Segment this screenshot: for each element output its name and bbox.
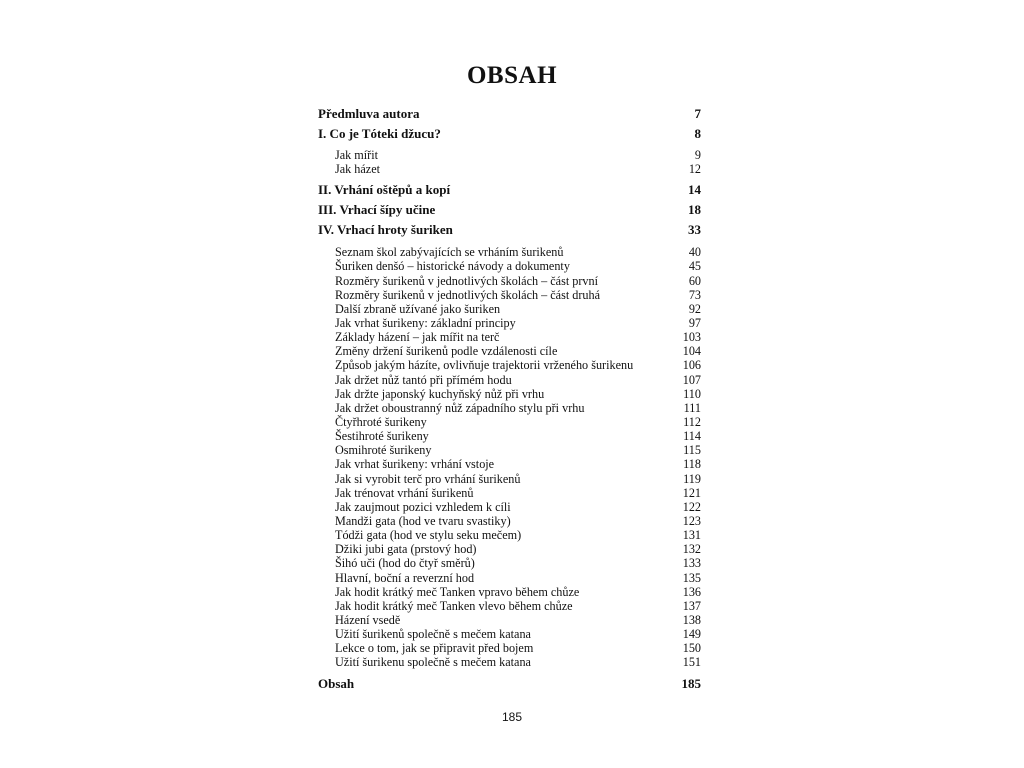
toc-entry <box>318 373 701 387</box>
toc-chapter-preface <box>318 106 701 122</box>
entry-label: Jak držet oboustranný nůž západního stylu při vrhu <box>335 400 585 415</box>
entry-label: Další zbraně užívané jako šuriken <box>335 301 501 316</box>
toc-entry <box>318 245 701 259</box>
toc-entry <box>318 443 701 457</box>
toc-entry <box>318 457 701 471</box>
entry-label: Šuriken denšó – historické návody a dokumenty <box>335 259 570 274</box>
entry-page: 97 <box>688 315 701 330</box>
toc-entry <box>318 528 701 542</box>
toc-entry <box>318 571 701 585</box>
toc-entry <box>318 302 701 316</box>
entry-label: Rozměry šurikenů v jednotlivých školách – část druhá <box>335 287 601 302</box>
toc-entry <box>318 655 701 669</box>
toc-entry <box>318 259 701 273</box>
page-number: 185 <box>501 710 523 724</box>
entry-label: Jak trénovat vrhání šurikenů <box>335 485 474 500</box>
chapter-label: Obsah <box>318 675 355 691</box>
table-of-contents <box>318 106 701 692</box>
entry-page: 104 <box>682 344 701 359</box>
entry-page: 123 <box>682 513 701 528</box>
toc-entry <box>318 641 701 655</box>
entry-label: Jak vrhat šurikeny: základní principy <box>335 315 516 330</box>
toc-entry <box>318 330 701 344</box>
entry-label: Rozměry šurikenů v jednotlivých školách – část první <box>335 273 598 288</box>
chapter-label: Předmluva autora <box>318 106 420 121</box>
toc-chapter-4 <box>318 222 701 238</box>
toc-entry <box>318 148 701 162</box>
entry-page: 107 <box>682 372 701 387</box>
entry-label: Způsob jakým házíte, ovlivňuje trajektorii vrženého šurikenu <box>335 358 634 373</box>
entry-page: 137 <box>682 598 701 613</box>
entry-page: 138 <box>682 612 701 627</box>
chapter-label: I. Co je Tóteki džucu? <box>318 126 441 141</box>
toc-entry <box>318 500 701 514</box>
entry-page: 92 <box>688 301 701 316</box>
entry-page: 121 <box>682 485 701 500</box>
entry-label: Základy házení – jak mířit na terč <box>335 330 500 345</box>
entry-page: 9 <box>694 148 701 162</box>
entry-page: 150 <box>682 641 701 656</box>
entry-page: 151 <box>682 655 701 670</box>
chapter-label: II. Vrhání oštěpů a kopí <box>318 182 451 198</box>
entry-label: Mandži gata (hod ve tvaru svastiky) <box>335 513 511 528</box>
entry-page: 45 <box>688 259 701 274</box>
toc-entry <box>318 599 701 613</box>
entry-page: 114 <box>683 429 701 444</box>
entry-label: Tódži gata (hod ve stylu seku mečem) <box>335 528 522 543</box>
page-title: OBSAH <box>466 62 558 89</box>
entry-page: 122 <box>682 499 701 514</box>
entry-label: Jak držet nůž tantó při přímém hodu <box>335 372 512 387</box>
entry-label: Seznam škol zabývajících se vrháním šurikenů <box>335 245 564 260</box>
entry-label: Jak házet <box>335 162 381 177</box>
toc-chapter-contents <box>318 676 701 692</box>
chapter-page: 8 <box>694 126 701 141</box>
toc-entry <box>318 316 701 330</box>
entry-label: Jak zaujmout pozici vzhledem k cíli <box>335 499 511 514</box>
entry-page: 119 <box>683 471 701 486</box>
entry-page: 111 <box>683 400 701 415</box>
entry-page: 131 <box>682 528 701 543</box>
toc-entry <box>318 274 701 288</box>
entry-page: 112 <box>683 414 701 429</box>
toc-entry <box>318 542 701 556</box>
entry-page: 110 <box>683 386 701 401</box>
entry-page: 73 <box>688 287 701 302</box>
entry-label: Jak držte japonský kuchyňský nůž při vrhu <box>335 386 545 401</box>
toc-entry <box>318 358 701 372</box>
entry-label: Změny držení šurikenů podle vzdálenosti cíle <box>335 344 558 359</box>
entry-page: 118 <box>683 457 701 472</box>
entry-label: Užití šurikenu společně s mečem katana <box>335 655 531 670</box>
toc-chapter-1 <box>318 126 701 142</box>
toc-entry <box>318 401 701 415</box>
toc-entry <box>318 415 701 429</box>
toc-entry <box>318 585 701 599</box>
chapter-label: III. Vrhací šípy učine <box>318 202 436 218</box>
chapter-1-entries <box>318 148 701 176</box>
entry-label: Užití šurikenů společně s mečem katana <box>335 627 531 642</box>
entry-label: Jak mířit <box>335 148 378 162</box>
chapter-page: 14 <box>688 182 701 198</box>
entry-label: Házení vsedě <box>335 612 401 627</box>
entry-label: Hlavní, boční a reverzní hod <box>335 570 475 585</box>
toc-entry <box>318 613 701 627</box>
chapter-page: 185 <box>681 675 701 691</box>
toc-entry <box>318 387 701 401</box>
entry-page: 12 <box>688 162 701 177</box>
toc-entry <box>318 556 701 570</box>
entry-page: 60 <box>688 273 701 288</box>
toc-entry <box>318 514 701 528</box>
entry-label: Jak hodit krátký meč Tanken vpravo během chůze <box>335 584 580 599</box>
entry-page: 115 <box>683 443 701 458</box>
chapter-page: 7 <box>694 106 701 121</box>
toc-entry <box>318 429 701 443</box>
chapter-label: IV. Vrhací hroty šuriken <box>318 222 453 238</box>
entry-label: Čtyřhroté šurikeny <box>335 414 427 429</box>
entry-page: 149 <box>682 627 701 642</box>
entry-page: 40 <box>688 245 701 260</box>
entry-label: Šihó uči (hod do čtyř směrů) <box>335 556 475 571</box>
chapter-4-entries <box>318 245 701 669</box>
entry-page: 133 <box>682 556 701 571</box>
entry-label: Jak hodit krátký meč Tanken vlevo během chůze <box>335 598 573 613</box>
entry-label: Lekce o tom, jak se připravit před bojem <box>335 641 534 656</box>
toc-entry <box>318 486 701 500</box>
entry-label: Osmihroté šurikeny <box>335 443 432 458</box>
entry-page: 132 <box>682 542 701 557</box>
entry-label: Džiki jubi gata (prstový hod) <box>335 542 477 557</box>
toc-entry <box>318 472 701 486</box>
entry-label: Jak vrhat šurikeny: vrhání vstoje <box>335 457 495 472</box>
chapter-page: 33 <box>688 222 701 238</box>
entry-label: Jak si vyrobit terč pro vrhání šurikenů <box>335 471 521 486</box>
toc-chapter-3 <box>318 202 701 218</box>
entry-page: 135 <box>682 570 701 585</box>
entry-page: 106 <box>682 358 701 373</box>
entry-page: 103 <box>682 330 701 345</box>
chapter-page: 18 <box>688 202 701 218</box>
toc-entry <box>318 288 701 302</box>
toc-entry <box>318 162 701 176</box>
entry-label: Šestihroté šurikeny <box>335 429 429 444</box>
toc-entry <box>318 344 701 358</box>
toc-entry <box>318 627 701 641</box>
toc-chapter-2 <box>318 182 701 198</box>
entry-page: 136 <box>682 584 701 599</box>
